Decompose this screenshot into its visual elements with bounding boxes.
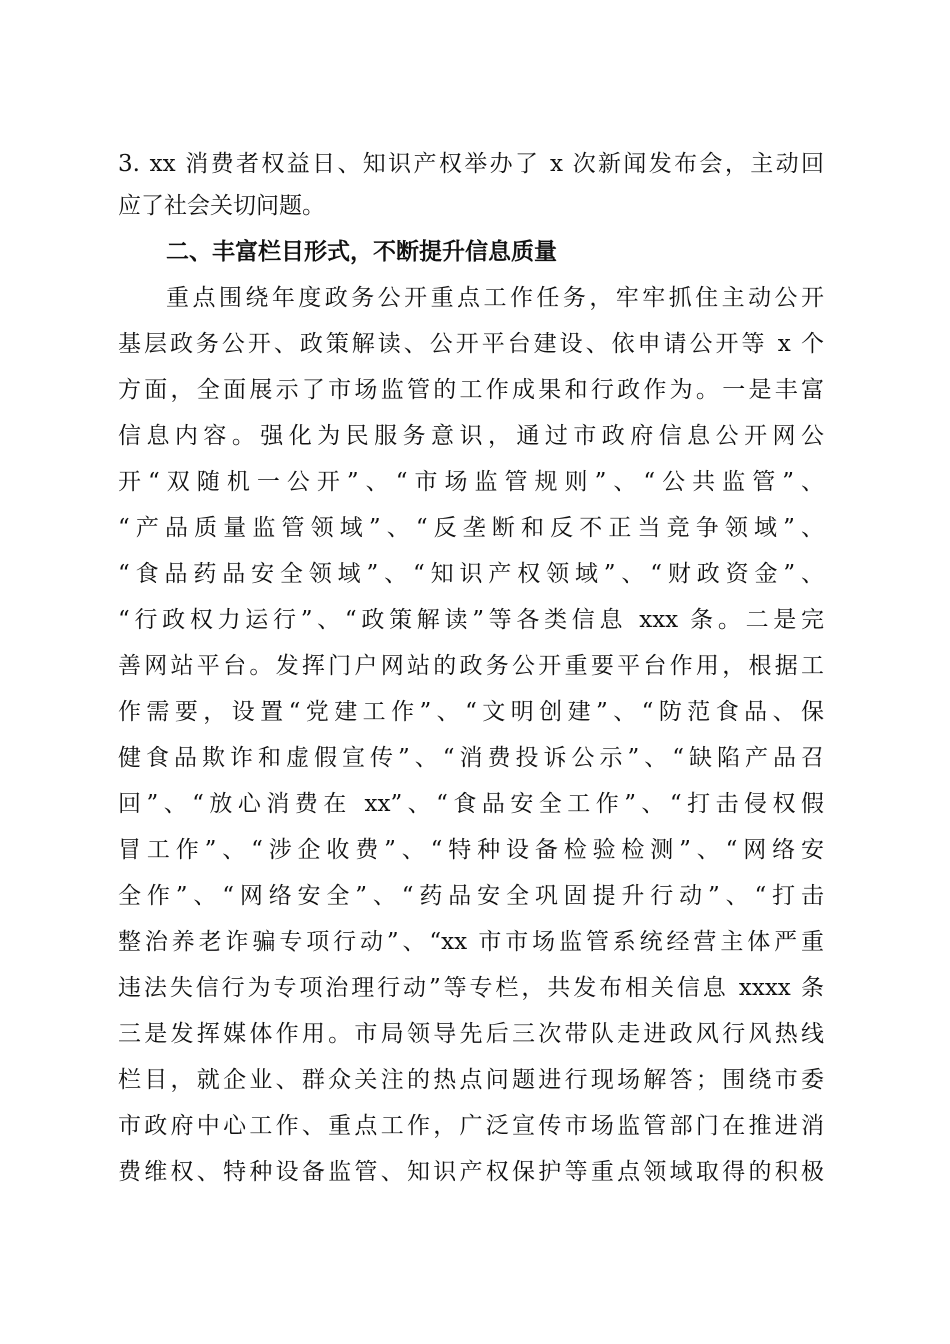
text-line: 善网站平台。发挥门户网站的政务公开重要平台作用，根据工 xyxy=(118,653,824,679)
text-line: 应了社会关切问题。 xyxy=(118,193,325,219)
text-line: 市政府中心工作、重点工作，广泛宣传市场监管部门在推进消 xyxy=(118,1113,824,1139)
text-line: 开“双随机一公开”、“市场监管规则”、“公共监管”、 xyxy=(118,469,824,495)
text-line: 栏目，就企业、群众关注的热点问题进行现场解答；围绕市委 xyxy=(118,1067,824,1093)
text-line: 3. xx 消费者权益日、知识产权举办了 x 次新闻发布会，主动回 xyxy=(118,151,824,177)
text-line: 全作”、“网络安全”、“药品安全巩固提升行动”、“打击 xyxy=(118,883,824,909)
text-line: “食品药品安全领域”、“知识产权领域”、“财政资金”、 xyxy=(118,561,824,587)
text-line: 回”、“放心消费在 xx”、“食品安全工作”、“打击侵权假 xyxy=(118,791,824,817)
text-line: 三是发挥媒体作用。市局领导先后三次带队走进政风行风热线 xyxy=(118,1021,824,1047)
text-line: 信息内容。强化为民服务意识，通过市政府信息公开网公 xyxy=(118,423,824,449)
text-line: 整治养老诈骗专项行动”、“xx 市市场监管系统经营主体严重 xyxy=(118,929,824,955)
text-line: “行政权力运行”、“政策解读”等各类信息 xxx 条。二是完 xyxy=(118,607,824,633)
text-line: 基层政务公开、政策解读、公开平台建设、依申请公开等 x 个 xyxy=(118,331,824,357)
text-line: “产品质量监管领域”、“反垄断和反不正当竞争领域”、 xyxy=(118,515,824,541)
text-line: 冒工作”、“涉企收费”、“特种设备检验检测”、“网络安 xyxy=(118,837,824,863)
section-heading: 二、丰富栏目形式，不断提升信息质量 xyxy=(166,239,557,265)
text-line: 方面，全面展示了市场监管的工作成果和行政作为。一是丰富 xyxy=(118,377,824,403)
text-line: 健食品欺诈和虚假宣传”、“消费投诉公示”、“缺陷产品召 xyxy=(118,745,824,771)
paragraph-first-line: 重点围绕年度政务公开重点工作任务，牢牢抓住主动公开 xyxy=(166,285,824,311)
text-line: 违法失信行为专项治理行动”等专栏，共发布相关信息 xxxx 条 xyxy=(118,975,824,1001)
text-line: 作需要，设置“党建工作”、“文明创建”、“防范食品、保 xyxy=(118,699,824,725)
text-line: 费维权、特种设备监管、知识产权保护等重点领域取得的积极 xyxy=(118,1159,824,1185)
